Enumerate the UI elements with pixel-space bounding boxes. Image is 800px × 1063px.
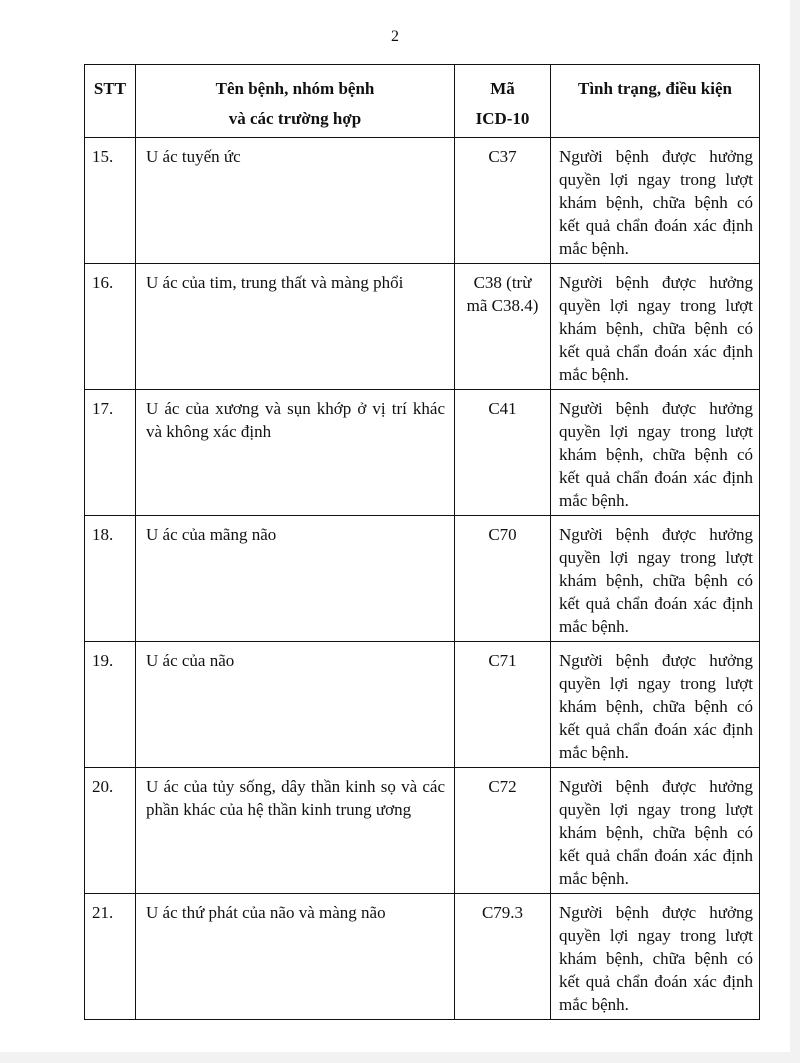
cell-code: C71	[455, 642, 551, 768]
cell-name: U ác của tim, trung thất và màng phổi	[136, 264, 455, 390]
cell-name: U ác của não	[136, 642, 455, 768]
cell-name: U ác của xương và sụn khớp ở vị trí khác và không xác định	[136, 390, 455, 516]
cell-stt: 19.	[85, 642, 136, 768]
cell-stt: 17.	[85, 390, 136, 516]
cell-stt: 18.	[85, 516, 136, 642]
cell-code: C38 (trừ mã C38.4)	[455, 264, 551, 390]
cell-code: C72	[455, 768, 551, 894]
cell-stt: 21.	[85, 894, 136, 1020]
cell-name: U ác tuyến ức	[136, 138, 455, 264]
table-row	[85, 642, 760, 768]
cell-code: C37	[455, 138, 551, 264]
table-row	[85, 894, 760, 1020]
table-row	[85, 390, 760, 516]
table-row	[85, 516, 760, 642]
cell-condition: Người bệnh được hưởng quyền lợi ngay trong lượt khám bệnh, chữa bệnh có kết quả chẩn đoán xác định mắc bệnh.	[551, 894, 760, 1020]
table-row	[85, 264, 760, 390]
header-code: Mã ICD-10	[455, 65, 551, 138]
header-name: Tên bệnh, nhóm bệnh và các trường hợp	[136, 65, 455, 138]
table-row	[85, 768, 760, 894]
cell-code: C41	[455, 390, 551, 516]
cell-stt: 15.	[85, 138, 136, 264]
cell-code: C79.3	[455, 894, 551, 1020]
cell-condition: Người bệnh được hưởng quyền lợi ngay trong lượt khám bệnh, chữa bệnh có kết quả chẩn đoán xác định mắc bệnh.	[551, 516, 760, 642]
cell-condition: Người bệnh được hưởng quyền lợi ngay trong lượt khám bệnh, chữa bệnh có kết quả chẩn đoán xác định mắc bệnh.	[551, 390, 760, 516]
cell-condition: Người bệnh được hưởng quyền lợi ngay trong lượt khám bệnh, chữa bệnh có kết quả chẩn đoán xác định mắc bệnh.	[551, 768, 760, 894]
page-number: 2	[391, 28, 399, 45]
header-condition: Tình trạng, điều kiện	[551, 65, 760, 138]
header-stt: STT	[85, 65, 136, 138]
cell-name: U ác của mãng não	[136, 516, 455, 642]
cell-stt: 20.	[85, 768, 136, 894]
cell-stt: 16.	[85, 264, 136, 390]
cell-name: U ác của tủy sống, dây thần kinh sọ và các phần khác của hệ thần kinh trung ương	[136, 768, 455, 894]
cell-condition: Người bệnh được hưởng quyền lợi ngay trong lượt khám bệnh, chữa bệnh có kết quả chẩn đoán xác định mắc bệnh.	[551, 642, 760, 768]
table-header-row	[85, 65, 760, 138]
cell-condition: Người bệnh được hưởng quyền lợi ngay trong lượt khám bệnh, chữa bệnh có kết quả chẩn đoán xác định mắc bệnh.	[551, 138, 760, 264]
cell-name: U ác thứ phát của não và màng não	[136, 894, 455, 1020]
cell-condition: Người bệnh được hưởng quyền lợi ngay trong lượt khám bệnh, chữa bệnh có kết quả chẩn đoán xác định mắc bệnh.	[551, 264, 760, 390]
table-row	[85, 138, 760, 264]
disease-table	[84, 64, 760, 1020]
cell-code: C70	[455, 516, 551, 642]
